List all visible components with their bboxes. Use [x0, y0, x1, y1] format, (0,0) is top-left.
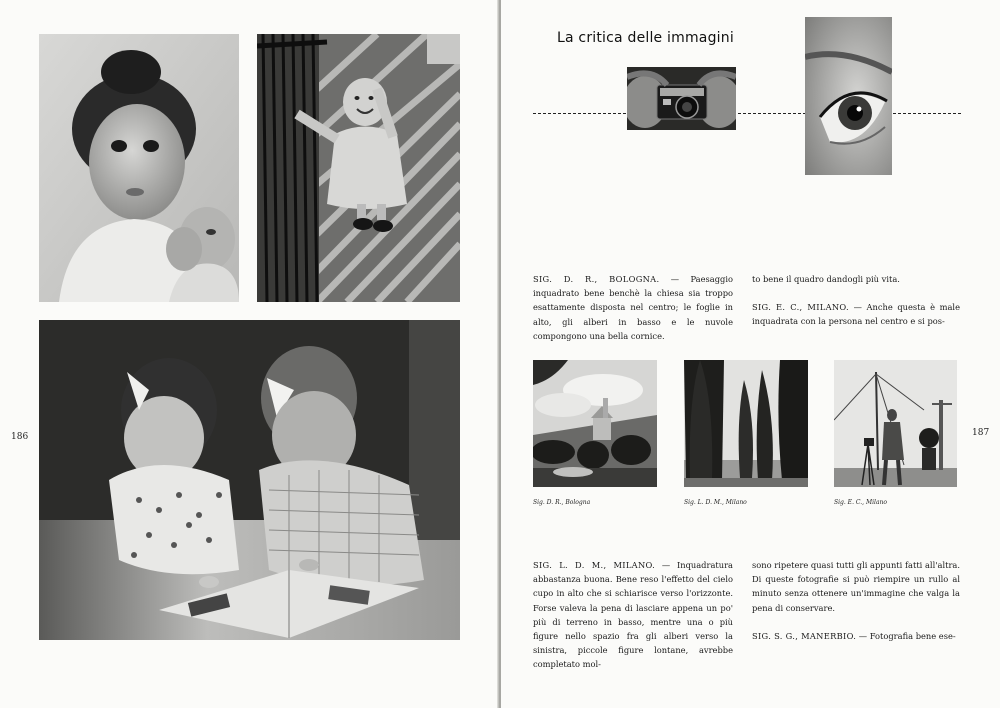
critique-milano-ldm: [533, 558, 733, 672]
photo-toddler-with-doll: [39, 34, 239, 302]
critique-continuation: to bene il quadro dandogli più vita.: [752, 274, 900, 284]
photo-hands-holding-camera: [627, 67, 736, 130]
critique-name: SIG. D. R., BOLOGNA.: [533, 274, 660, 284]
critique-bologna: [533, 272, 733, 343]
caption-milano-ldm: Sig. L. D. M., Milano: [684, 499, 747, 506]
critique-name: SIG. E. C., MILANO.: [752, 302, 849, 313]
photo-baby-on-balcony: [257, 34, 460, 302]
critique-text: — Anche questa è male inquadrata con la persona nel centro e si pos-: [752, 302, 960, 327]
caption-milano-ec: Sig. E. C., Milano: [834, 499, 888, 506]
page-number-left: 186: [11, 432, 29, 442]
thumbnail-church-landscape: [533, 360, 657, 487]
critique-text: — Fotografia bene ese-: [858, 630, 956, 641]
critique-continuation: sono ripetere quasi tutti gli appunti fatti all'altra. Di queste fotografie si può riempire un rullo al minuto senza ottenere un'immagine che valga la pena di conservare.: [752, 560, 960, 613]
article-title: La critica delle immagini: [557, 30, 734, 46]
caption-bologna: Sig. D. R., Bologna: [533, 499, 591, 506]
thumbnail-cypress-trees: [684, 360, 808, 487]
critique-text: — Paesaggio inquadrato bene benchè la chiesa sia troppo esattamente disposta nel centro; le foglie in alto, gli alberi in basso e le nuvole compongono una bella cornice.: [533, 274, 733, 341]
critique-column-right-bottom: [752, 558, 960, 643]
critique-column-right-top: [752, 272, 960, 329]
photo-eye-closeup: [805, 17, 892, 175]
left-page: [0, 0, 499, 708]
critique-name: SIG. L. D. M., MILANO.: [533, 560, 656, 570]
critique-name: SIG. S. G., MANERBIO.: [752, 630, 857, 641]
photo-two-girls-reading: [39, 320, 460, 640]
page-number-right: 187: [972, 428, 990, 438]
critique-text: — Inquadratura abbastanza buona. Bene reso l'effetto del cielo cupo in alto che si schiarisce verso l'orizzonte. Forse valeva la pena di lasciare appena un po' più di terreno in basso, mentre una o più figure nello spazio fra gli alberi verso la sinistra, piccole figure lontane, avrebbe completato mol-: [533, 560, 733, 670]
thumbnail-man-with-tripod: [834, 360, 957, 487]
dashed-divider: [533, 113, 961, 114]
